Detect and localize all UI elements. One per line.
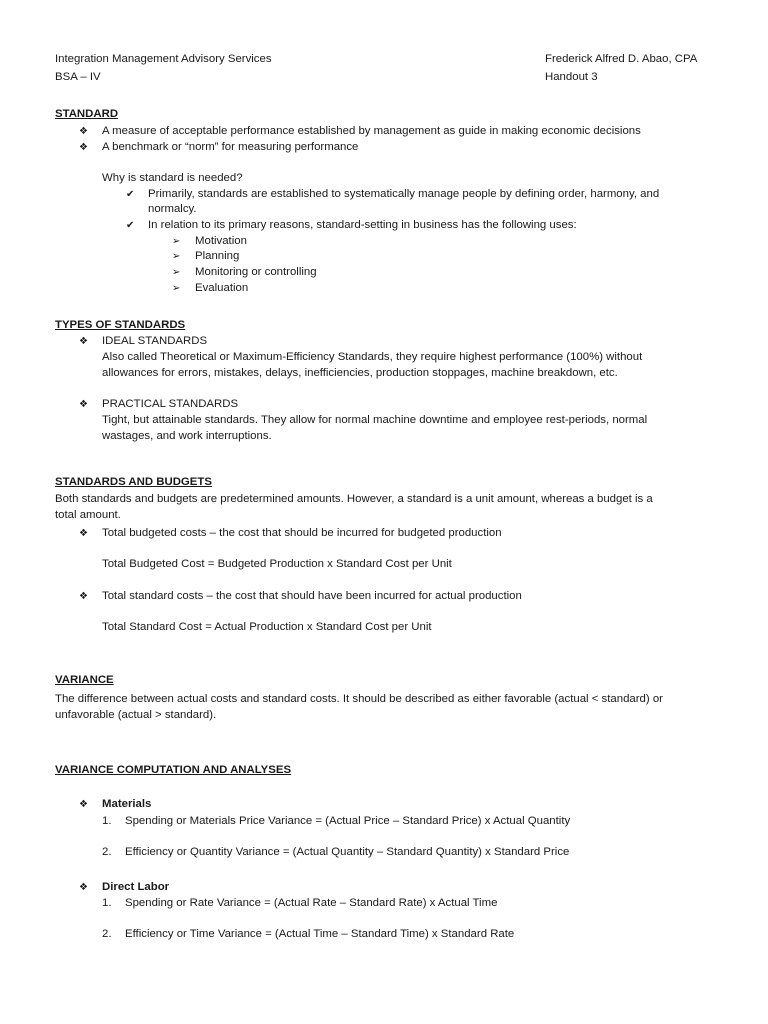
list-number: 2.	[102, 928, 112, 940]
list-number: 1.	[102, 897, 112, 909]
check-bullet-icon: ✔	[126, 189, 135, 200]
use-item: Motivation	[195, 235, 247, 247]
diamond-bullet-icon: ❖	[79, 126, 88, 137]
ideal-standards-line2: allowances for errors, mistakes, delays, inefficiencies, production stoppages, machine breakdown, etc.	[102, 367, 618, 379]
use-item: Evaluation	[195, 282, 249, 294]
budgeted-cost-formula: Total Budgeted Cost = Budgeted Production x Standard Cost per Unit	[102, 558, 452, 570]
direct-labor-title: Direct Labor	[102, 881, 170, 893]
budgeted-costs-item: Total budgeted costs – the cost that should be incurred for budgeted production	[102, 527, 502, 539]
header-handout-number: Handout 3	[545, 71, 598, 83]
standard-definition-1: A measure of acceptable performance established by management as guide in making economic decisions	[102, 125, 641, 137]
materials-price-variance: Spending or Materials Price Variance = (Actual Price – Standard Price) x Actual Quantity	[125, 815, 571, 827]
reason-primary-line1: Primarily, standards are established to systematically manage people by defining order, harmony, and	[148, 188, 660, 200]
variance-definition-line2: unfavorable (actual > standard).	[55, 709, 217, 721]
ideal-standards-title: IDEAL STANDARDS	[102, 335, 208, 347]
why-standard-question: Why is standard is needed?	[102, 172, 243, 184]
list-number: 2.	[102, 846, 112, 858]
practical-standards-line1: Tight, but attainable standards. They allow for normal machine downtime and employee rest-periods, normal	[102, 414, 648, 426]
standard-costs-item: Total standard costs – the cost that should have been incurred for actual production	[102, 590, 522, 602]
diamond-bullet-icon: ❖	[79, 799, 88, 810]
budgets-intro-line1: Both standards and budgets are predetermined amounts. However, a standard is a unit amount, whereas a budget is a	[55, 493, 653, 505]
labor-rate-variance: Spending or Rate Variance = (Actual Rate – Standard Rate) x Actual Time	[125, 897, 498, 909]
header-author: Frederick Alfred D. Abao, CPA	[545, 53, 698, 65]
diamond-bullet-icon: ❖	[79, 399, 88, 410]
reason-uses-intro: In relation to its primary reasons, standard-setting in business has the following uses:	[148, 219, 577, 231]
labor-time-variance: Efficiency or Time Variance = (Actual Time – Standard Time) x Standard Rate	[125, 928, 515, 940]
use-item: Planning	[195, 250, 240, 262]
diamond-bullet-icon: ❖	[79, 528, 88, 539]
diamond-bullet-icon: ❖	[79, 591, 88, 602]
diamond-bullet-icon: ❖	[79, 142, 88, 153]
practical-standards-title: PRACTICAL STANDARDS	[102, 398, 239, 410]
check-bullet-icon: ✔	[126, 220, 135, 231]
arrow-bullet-icon: ➢	[172, 251, 181, 262]
materials-title: Materials	[102, 798, 152, 810]
standard-definition-2: A benchmark or “norm” for measuring performance	[102, 141, 359, 153]
variance-definition-line1: The difference between actual costs and standard costs. It should be described as either favorable (actual < standard) or	[55, 693, 663, 705]
arrow-bullet-icon: ➢	[172, 236, 181, 247]
standard-heading: STANDARD	[55, 108, 119, 120]
budgets-heading: STANDARDS AND BUDGETS	[55, 476, 212, 488]
diamond-bullet-icon: ❖	[79, 882, 88, 893]
computation-heading: VARIANCE COMPUTATION AND ANALYSES	[55, 764, 292, 776]
ideal-standards-line1: Also called Theoretical or Maximum-Efficiency Standards, they require highest performance (100%) without	[102, 351, 643, 363]
arrow-bullet-icon: ➢	[172, 267, 181, 278]
diamond-bullet-icon: ❖	[79, 336, 88, 347]
header-course: Integration Management Advisory Services	[55, 53, 272, 65]
header-section: BSA – IV	[55, 71, 101, 83]
reason-primary-line2: normalcy.	[148, 203, 197, 215]
practical-standards-line2: wastages, and work interruptions.	[102, 430, 272, 442]
use-item: Monitoring or controlling	[195, 266, 317, 278]
list-number: 1.	[102, 815, 112, 827]
arrow-bullet-icon: ➢	[172, 283, 181, 294]
budgets-intro-line2: total amount.	[55, 509, 121, 521]
standard-cost-formula: Total Standard Cost = Actual Production x Standard Cost per Unit	[102, 621, 432, 633]
variance-heading: VARIANCE	[55, 674, 114, 686]
materials-quantity-variance: Efficiency or Quantity Variance = (Actual Quantity – Standard Quantity) x Standard Price	[125, 846, 570, 858]
types-heading: TYPES OF STANDARDS	[55, 319, 186, 331]
